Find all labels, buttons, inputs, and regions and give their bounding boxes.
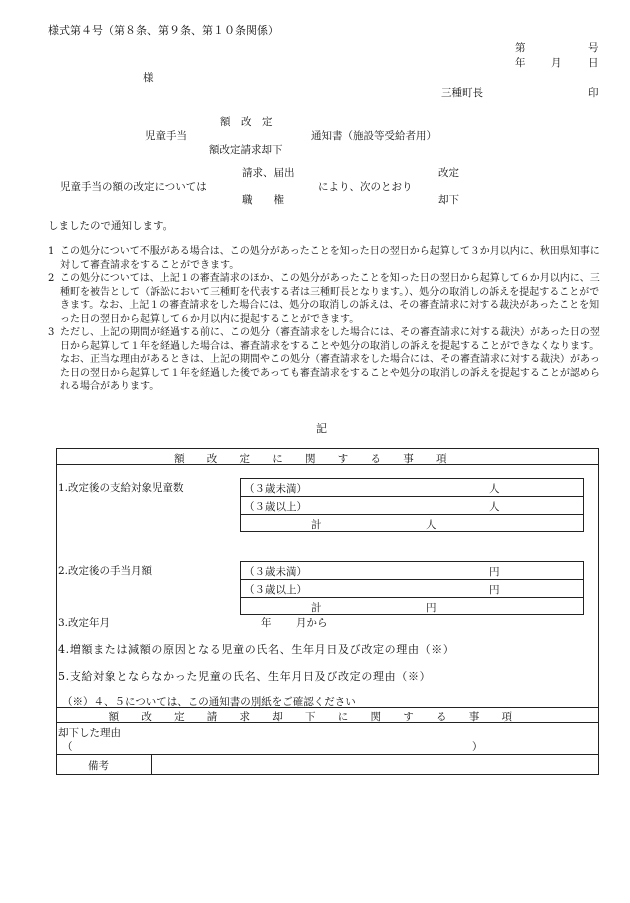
footnote: （※）４、５については、この通知書の別紙をご確認ください: [62, 696, 356, 708]
child-count-over3-label: （３歳以上）: [244, 501, 307, 513]
ki-heading: 記: [316, 422, 327, 435]
revision-year: 年: [261, 617, 272, 629]
appeal-notes: [48, 245, 600, 394]
reason-request: 請求、届出: [242, 167, 295, 179]
child-count-under3-label: （３歳未満）: [244, 483, 307, 495]
body-closing: しましたので通知します。: [48, 220, 174, 232]
amount-total-label: 計: [311, 602, 322, 614]
note-item: 2 この処分については、上記１の審査請求のほか、この処分があったことを知った日の翌日から起算して６か月以内に、三種町を被告として（訴訟において三種町を代表する者は三種町長となります。）、処分の取消しの訴えを提起することができます。なお、上記１の審査請求をした場合には、処分の取消しの訴えは、その審査請求に対する裁決があったことを知った日の翌日から起算して６か月以内に提起することができます。: [48, 273, 600, 325]
amount-under3-label: （３歳未満）: [244, 566, 307, 578]
divider: [56, 754, 599, 755]
seal-mark: 印: [588, 87, 599, 99]
section2-header: 額 改 定 請 求 却 下 に 関 す る 事 項: [108, 711, 522, 723]
child-count-total-unit: 人: [426, 519, 437, 531]
note-item: 3 ただし、上記の期間が経過する前に、この処分（審査請求をした場合には、その審査請求に対する裁決）があった日の翌日から起算して１年を経過した場合は、審査請求をすることや処分の取消しの訴えを提起することができなくなります。なお、正当な理由があるときは、上記の期間やこの処分（審査請求をした場合には、その審査請求に対する裁決）があった日の翌日から起算して１年を経過した後であっても審査請求をすることや処分の取消しの訴えを提起することが認められる場合があります。: [48, 327, 600, 392]
date-day: 日: [588, 57, 599, 69]
addressee-suffix: 様: [143, 72, 154, 84]
date-year: 年: [515, 57, 526, 69]
item1-label: 1.改定後の支給対象児童数: [58, 482, 184, 494]
result-rejected: 却下: [438, 194, 459, 206]
divider: [240, 597, 584, 598]
child-count-over3-unit: 人: [489, 501, 500, 513]
item5-label: 5.支給対象とならなかった児童の氏名、生年月日及び改定の理由（※）: [58, 670, 432, 683]
result-revised: 改定: [438, 167, 459, 179]
child-count-total-label: 計: [311, 519, 322, 531]
date-month: 月: [551, 57, 562, 69]
child-count-under3-unit: 人: [489, 483, 500, 495]
title-suffix: 通知書（施設等受給者用）: [311, 130, 437, 142]
revision-month: 月から: [296, 617, 328, 629]
issuer-name: 三種町長: [441, 87, 483, 99]
section1-header: 額 改 定 に 関 す る 事 項: [174, 453, 456, 465]
body-intro: 児童手当の額の改定については: [60, 181, 207, 193]
notice-number-suffix: 号: [588, 42, 599, 54]
amount-over3-unit: 円: [489, 584, 500, 596]
remarks-label: 備考: [88, 760, 109, 772]
divider: [151, 754, 152, 775]
divider: [56, 722, 599, 723]
title-prefix: 児童手当: [145, 130, 187, 142]
divider: [240, 496, 584, 497]
amount-total-unit: 円: [426, 602, 437, 614]
paren-close: ）: [472, 741, 483, 753]
rejection-reason-label: 却下した理由: [58, 727, 121, 739]
divider: [56, 707, 599, 708]
item3-label: 3.改定年月: [58, 617, 111, 629]
item2-label: 2.改定後の手当月額: [58, 565, 153, 577]
form-number: 様式第４号（第８条、第９条、第１０条関係）: [48, 24, 279, 37]
divider: [240, 514, 584, 515]
title-option-rejection: 額改定請求却下: [209, 144, 283, 156]
amount-over3-label: （３歳以上）: [244, 584, 307, 596]
item4-label: 4.増額または減額の原因となる児童の氏名、生年月日及び改定の理由（※）: [58, 643, 455, 656]
title-option-revision: 額 改 定: [220, 116, 273, 128]
divider: [240, 579, 584, 580]
body-middle: により、次のとおり: [318, 181, 413, 193]
note-item: 1 この処分について不服がある場合は、この処分があったことを知った日の翌日から起算して３か月以内に、秋田県知事に対して審査請求をすることができます。: [48, 246, 600, 271]
amount-under3-unit: 円: [489, 566, 500, 578]
notice-number-prefix: 第: [515, 42, 526, 54]
reason-ex-officio: 職 権: [242, 194, 284, 206]
paren-open: （: [62, 741, 73, 753]
